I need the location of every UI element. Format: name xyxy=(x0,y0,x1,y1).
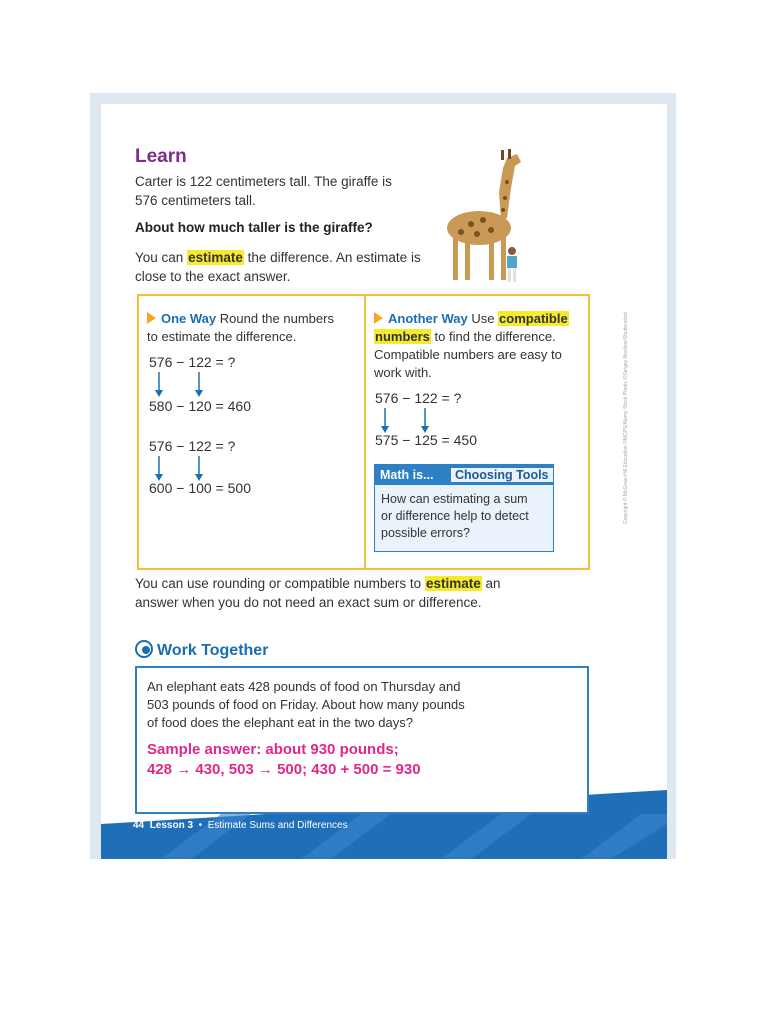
one-way-section xyxy=(147,310,334,346)
intro-line-1: Carter is 122 centimeters tall. The giraffe is xyxy=(135,174,392,189)
math-is-topic: Choosing Tools xyxy=(451,468,553,482)
one-way-eq1-bottom: 580 − 120 = 460 xyxy=(149,398,251,414)
another-way-text-3: Compatible numbers are easy to xyxy=(374,347,562,362)
one-way-eq1-top: 576 − 122 = ? xyxy=(149,354,236,370)
work-together-problem xyxy=(147,678,465,732)
question: About how much taller is the giraffe? xyxy=(135,220,373,235)
ways-divider xyxy=(364,296,366,568)
math-is-line-3: possible errors? xyxy=(381,526,470,540)
another-way-eq-top: 576 − 122 = ? xyxy=(375,390,462,406)
another-way-section xyxy=(374,310,569,382)
footer-lesson: Lesson 3 xyxy=(149,820,194,831)
sample-answer xyxy=(147,740,421,780)
estimate-pre: You can xyxy=(135,250,188,265)
math-is-line-2: or difference help to detect xyxy=(381,509,529,523)
textbook-page xyxy=(101,104,667,859)
learn-heading: Learn xyxy=(135,146,187,167)
work-together-title: Work Together xyxy=(157,642,269,659)
compatible-highlight: compatible xyxy=(499,311,568,326)
another-way-text-2-post: to find the difference. xyxy=(430,329,556,344)
estimate-post: the difference. An estimate is xyxy=(243,250,421,265)
estimate-line-2: close to the exact answer. xyxy=(135,269,291,284)
one-way-eq2-bottom: 600 − 100 = 500 xyxy=(149,480,251,496)
one-way-text-1: Round the numbers xyxy=(216,311,334,326)
math-is-box xyxy=(374,464,554,552)
footer-title: Estimate Sums and Differences xyxy=(207,820,348,831)
ways-box xyxy=(137,294,590,570)
math-is-header xyxy=(375,465,553,485)
work-together-box xyxy=(135,666,589,814)
page-footer xyxy=(133,820,348,831)
one-way-eq2-top: 576 − 122 = ? xyxy=(149,438,236,454)
math-is-line-1: How can estimating a sum xyxy=(381,492,528,506)
problem-line-1: An elephant eats 428 pounds of food on Thursday and xyxy=(147,679,461,694)
math-is-head: Math is... xyxy=(380,468,434,482)
summary-text xyxy=(135,574,501,612)
math-is-text xyxy=(381,491,529,542)
footer-separator: • xyxy=(198,820,203,831)
arrow-right-icon xyxy=(147,312,156,324)
one-way-text-2: to estimate the difference. xyxy=(147,329,297,344)
another-way-arrows xyxy=(379,408,429,434)
work-together-heading xyxy=(135,640,268,660)
estimate-highlight: estimate xyxy=(188,250,243,265)
intro-text xyxy=(135,172,392,210)
estimate-text xyxy=(135,248,421,286)
problem-line-2: 503 pounds of food on Friday. About how many pounds xyxy=(147,697,465,712)
work-together-icon xyxy=(135,640,153,658)
one-way-arrows-1 xyxy=(153,372,203,398)
another-way-eq-bottom: 575 − 125 = 450 xyxy=(375,432,477,448)
sample-answer-line-2: 428 → 430, 503 → 500; 430 + 500 = 930 xyxy=(147,761,421,778)
summary-pre: You can use rounding or compatible numbers to xyxy=(135,576,425,591)
summary-post: an xyxy=(481,576,501,591)
another-way-text-4: work with. xyxy=(374,365,432,380)
one-way-arrows-2 xyxy=(153,456,203,482)
one-way-label: One Way xyxy=(161,311,217,326)
another-way-text-1-pre: Use xyxy=(467,311,499,326)
page-number: 44 xyxy=(133,820,145,831)
numbers-highlight: numbers xyxy=(375,329,430,344)
arrow-right-icon xyxy=(374,312,383,324)
summary-line-2: answer when you do not need an exact sum or difference. xyxy=(135,595,482,610)
problem-line-3: of food does the elephant eat in the two days? xyxy=(147,715,413,730)
child-illustration xyxy=(504,246,520,284)
copyright-credit: Copyright © McGraw-Hill Education ©MCPS/Alamy Stock Photo; ©Sergey Novikov/Shutterstock xyxy=(623,311,629,524)
summary-highlight: estimate xyxy=(425,576,481,591)
intro-line-2: 576 centimeters tall. xyxy=(135,193,256,208)
sample-answer-line-1: Sample answer: about 930 pounds; xyxy=(147,741,399,758)
another-way-label: Another Way xyxy=(388,311,468,326)
